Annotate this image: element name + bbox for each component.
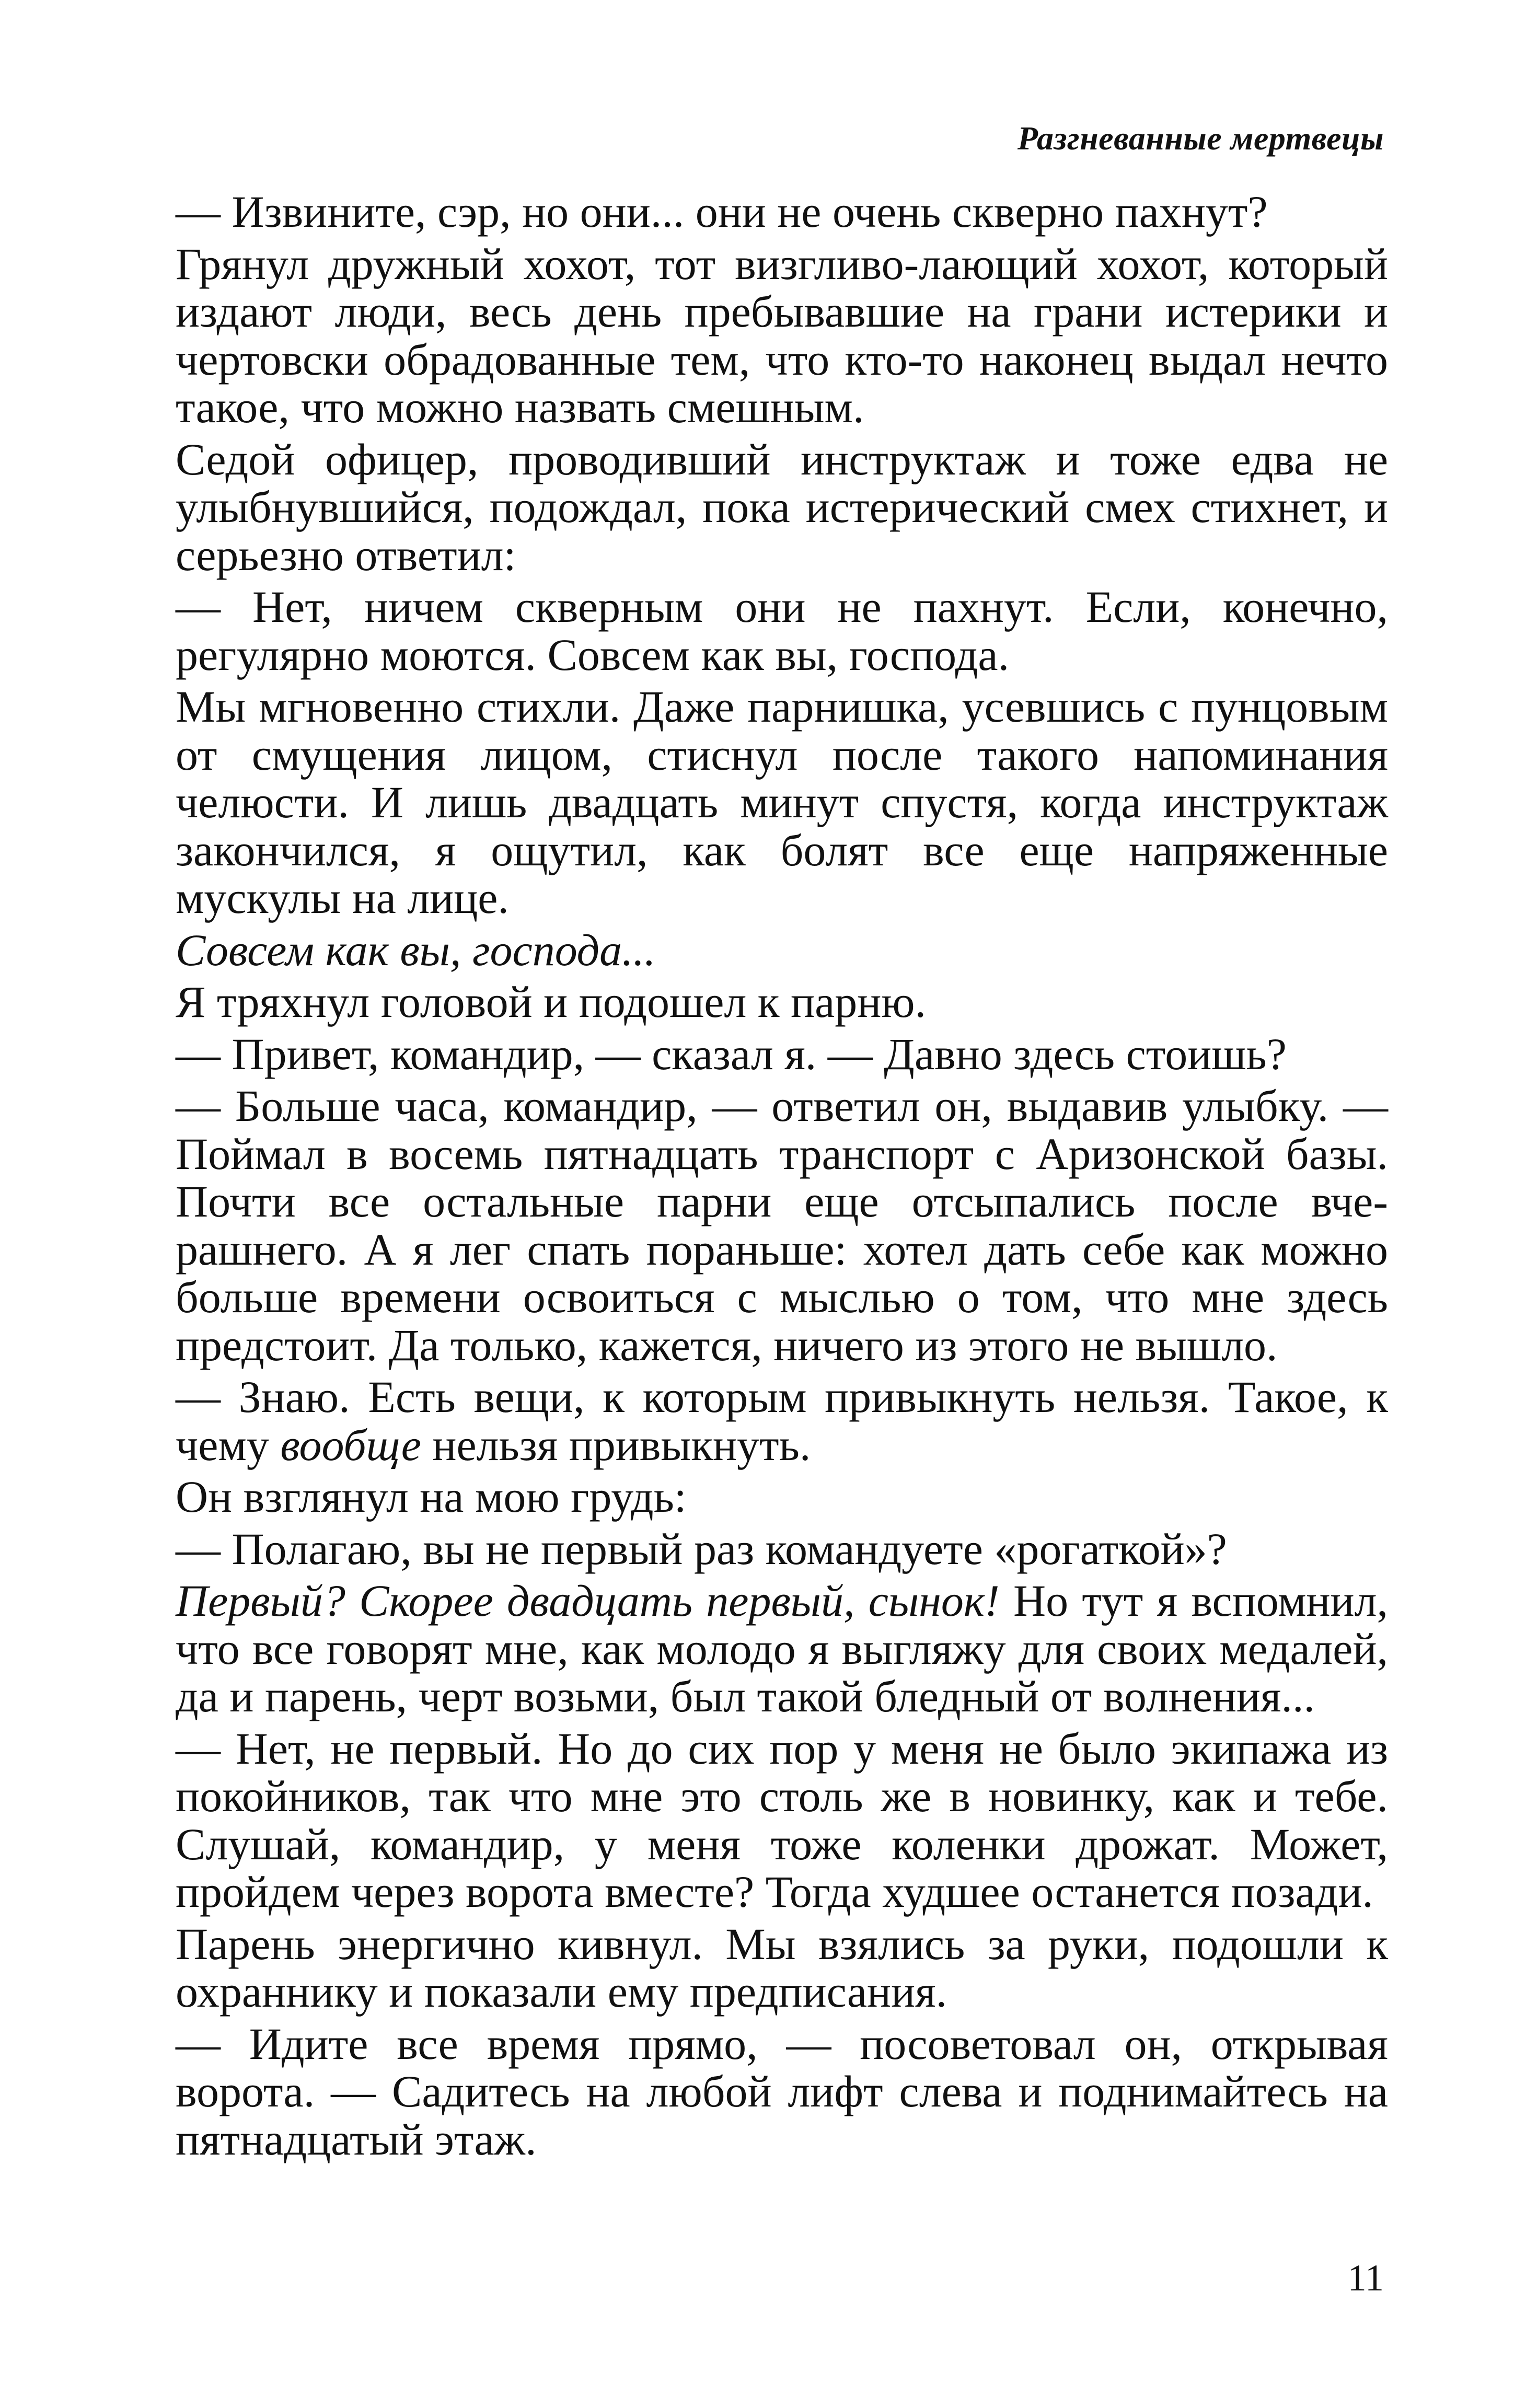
paragraph-text: — Нет, не первый. Но до сих пор у меня не было экипажа из покойников, так что мне это столь же в новинку, как и тебе. Слушай, командир, у меня тоже коленки дрожат. Может, пройдем через ворота вместе? Тогда худшее останется позади. (176, 1723, 1388, 1917)
paragraph-text: Парень энергично кивнул. Мы взялись за руки, подошли к охраннику и показали ему предписания. (176, 1918, 1388, 2017)
italic-text: Первый? Скорее двадцать первый, сынок! (176, 1576, 1000, 1626)
page-number: 11 (1347, 2257, 1384, 2299)
paragraph (176, 1473, 1388, 1521)
paragraph (176, 1525, 1388, 1573)
paragraph-text: Я тряхнул головой и подошел к парню. (176, 977, 927, 1027)
paragraph-text: — Нет, ничем скверным они не пахнут. Если, конечно, регулярно моются. Совсем как вы, господа. (176, 582, 1388, 680)
paragraph (176, 1028, 1388, 1079)
paragraph-text: — Знаю. Есть вещи, к которым привыкнуть нельзя. Такое, к чему (176, 1372, 1388, 1470)
paragraph (176, 240, 1388, 432)
paragraph (176, 1577, 1388, 1721)
paragraph (176, 436, 1388, 580)
paragraph-text: Он взглянул на мою грудь: (176, 1472, 687, 1522)
paragraph-text: — Идите все время прямо, — посоветовал он, открывая ворота. — Садитесь на любой лифт слева и поднимайтесь на пятнадцатый этаж. (176, 2018, 1388, 2164)
italic-text: Совсем как вы, господа... (176, 924, 656, 975)
paragraph (176, 1725, 1388, 1916)
paragraph (176, 1373, 1388, 1469)
running-header: Разгневанные мертвецы (1017, 120, 1384, 157)
paragraph-text: — Привет, командир, — сказал я. — Давно здесь стоишь? (176, 1028, 1287, 1079)
paragraph (176, 188, 1388, 236)
paragraph (176, 1920, 1388, 2016)
paragraph (176, 2020, 1388, 2164)
paragraph-text: Мы мгновенно стихли. Даже парнишка, усевшись с пунцовым от смущения лицом, стиснул после такого напоминания челюсти. И лишь двадцать минут спустя, когда инструктаж закончился, я ощутил, как болят все еще напряженные мускулы на лице. (176, 681, 1388, 923)
paragraph (176, 1082, 1388, 1369)
paragraph-text: Но тут я вспомнил, что все говорят мне, как молодо я выгляжу для своих медалей, да и парень, черт возьми, был такой бледный от волнения... (176, 1576, 1388, 1721)
paragraph (176, 978, 1388, 1026)
paragraph-text: — Больше часа, командир, — ответил он, выдавив улыбку. — Поймал в восемь пятнадцать транспорт с Аризонской базы. Почти все остальные парни еще отсыпались после вчерашнего. А я лег спать пораньше: хотел дать себе как можно больше времени освоиться с мыслью о том, что мне здесь предстоит. Да только, кажется, ничего из этого не вышло. (176, 1081, 1388, 1370)
paragraph-text: — Полагаю, вы не первый раз командуете «рогаткой»? (176, 1523, 1227, 1574)
paragraph (176, 924, 1388, 975)
body-text (176, 188, 1388, 2163)
paragraph-text: Грянул дружный хохот, тот визгливо-лающий хохот, который издают люди, весь день пребывавшие на грани истерики и чертовски обрадованные тем, что кто-то наконец выдал нечто такое, что можно назвать смешным. (176, 238, 1388, 432)
paragraph (176, 683, 1388, 922)
paragraph-text: — Извините, сэр, но они... они не очень скверно пахнут? (176, 187, 1268, 237)
paragraph-text: Седой офицер, проводивший инструктаж и тоже едва не улыбнувшийся, подождал, пока истерический смех стихнет, и серьезно ответил: (176, 434, 1388, 580)
paragraph (176, 583, 1388, 679)
italic-text: вообще (280, 1419, 421, 1470)
paragraph-text: нельзя привыкнуть. (421, 1419, 811, 1470)
